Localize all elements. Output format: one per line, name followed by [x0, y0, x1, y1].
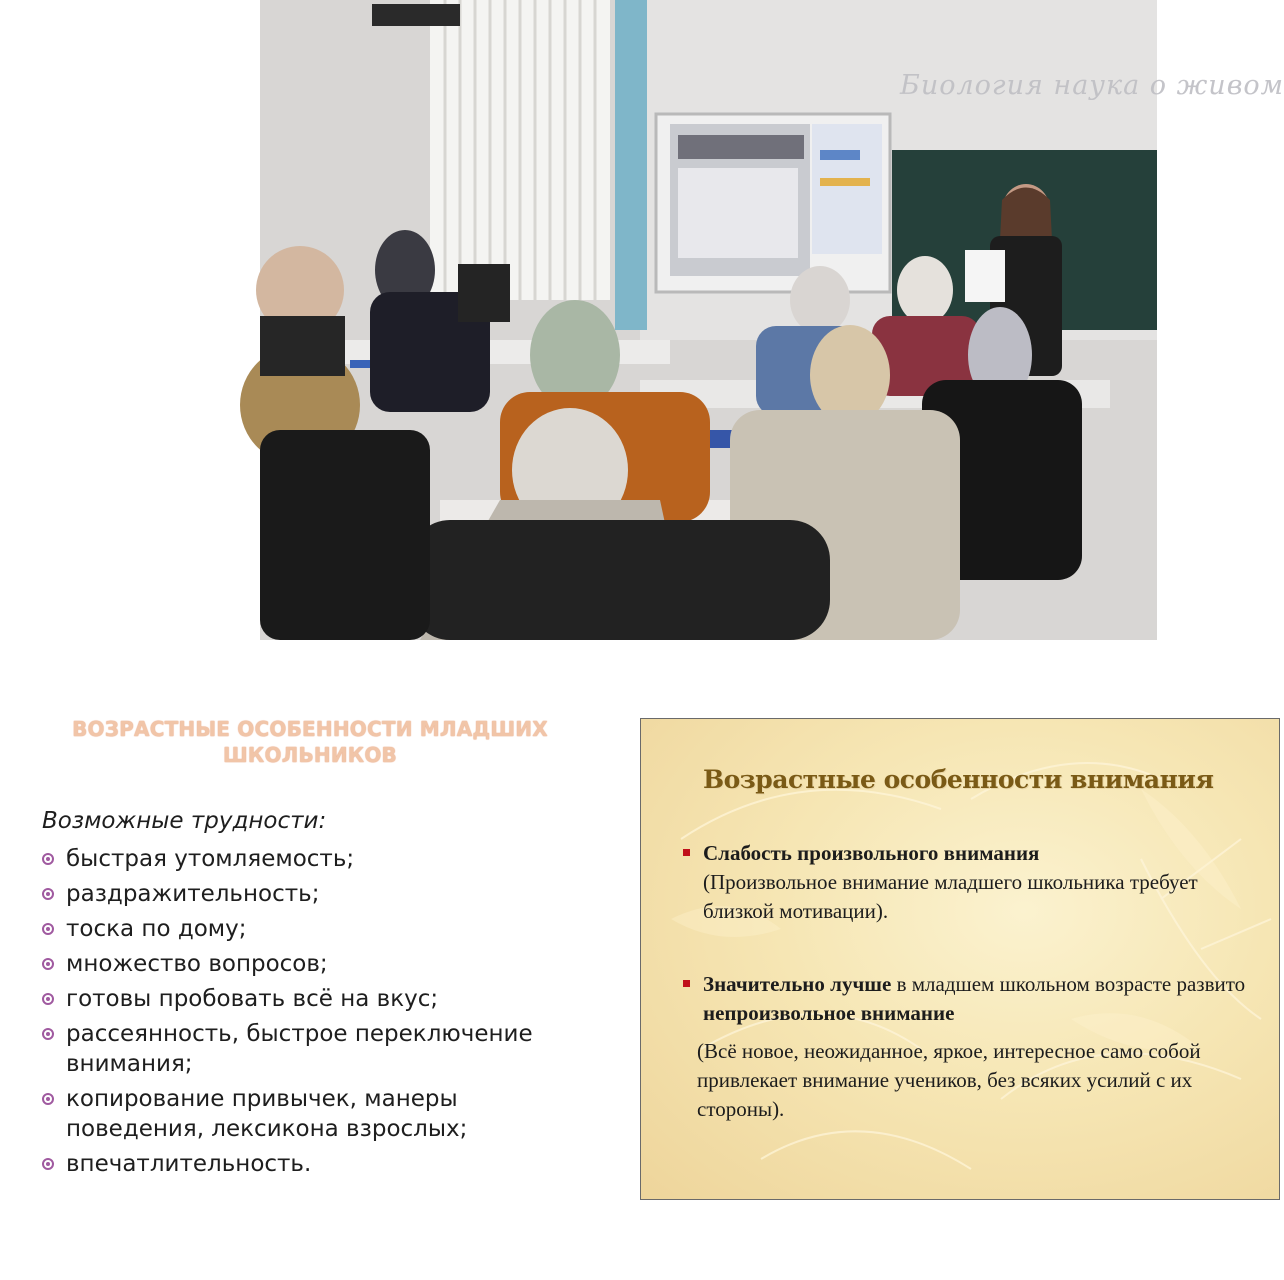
- list-item: быстрая утомляемость;: [42, 844, 602, 874]
- difficulties-list: [42, 844, 602, 1184]
- right-slide-title: Возрастные особенности внимания: [703, 765, 1214, 794]
- attention-point-2-note: [697, 1037, 1257, 1124]
- left-slide-subtitle: Возможные трудности:: [42, 808, 327, 834]
- attention-point-2: [683, 970, 1263, 1028]
- ring-bullet-icon: [42, 1093, 54, 1105]
- ring-bullet-icon: [42, 958, 54, 970]
- right-slide: [640, 718, 1280, 1200]
- ring-bullet-icon: [42, 1028, 54, 1040]
- point2-note: (Всё новое, неожиданное, яркое, интересное само собой привлекает внимание учеников, без всяких усилий с их стороны).: [697, 1039, 1201, 1121]
- point1-text: (Произвольное внимание младшего школьника требует близкой мотивации).: [703, 870, 1198, 923]
- left-slide-title: ВОЗРАСТНЫЕ ОСОБЕННОСТИ МЛАДШИХ ШКОЛЬНИКОВ: [72, 717, 548, 767]
- ring-bullet-icon: [42, 993, 54, 1005]
- list-item: множество вопросов;: [42, 949, 602, 979]
- point2-text: в младшем школьном возрасте развито: [891, 972, 1246, 996]
- left-slide: [0, 688, 612, 1233]
- ring-bullet-icon: [42, 1158, 54, 1170]
- point2-heading: Значительно лучше: [703, 972, 892, 996]
- attention-point-1: [683, 839, 1263, 926]
- board-caption: Биология наука о живом: [900, 70, 1284, 101]
- square-bullet-icon: [683, 980, 690, 987]
- point1-heading: Слабость произвольного внимания: [703, 841, 1040, 865]
- list-item: тоска по дому;: [42, 914, 602, 944]
- list-item: копирование привычек, манеры поведения, лексикона взрослых;: [42, 1084, 602, 1144]
- list-item: рассеянность, быстрое переключение внимания;: [42, 1019, 602, 1079]
- list-item: раздражительность;: [42, 879, 602, 909]
- ring-bullet-icon: [42, 853, 54, 865]
- point2-term: непроизвольное внимание: [703, 1001, 955, 1025]
- ring-bullet-icon: [42, 923, 54, 935]
- ring-bullet-icon: [42, 888, 54, 900]
- list-item: готовы пробовать всё на вкус;: [42, 984, 602, 1014]
- classroom-photo: [260, 0, 1284, 640]
- list-item: впечатлительность.: [42, 1149, 602, 1179]
- square-bullet-icon: [683, 849, 690, 856]
